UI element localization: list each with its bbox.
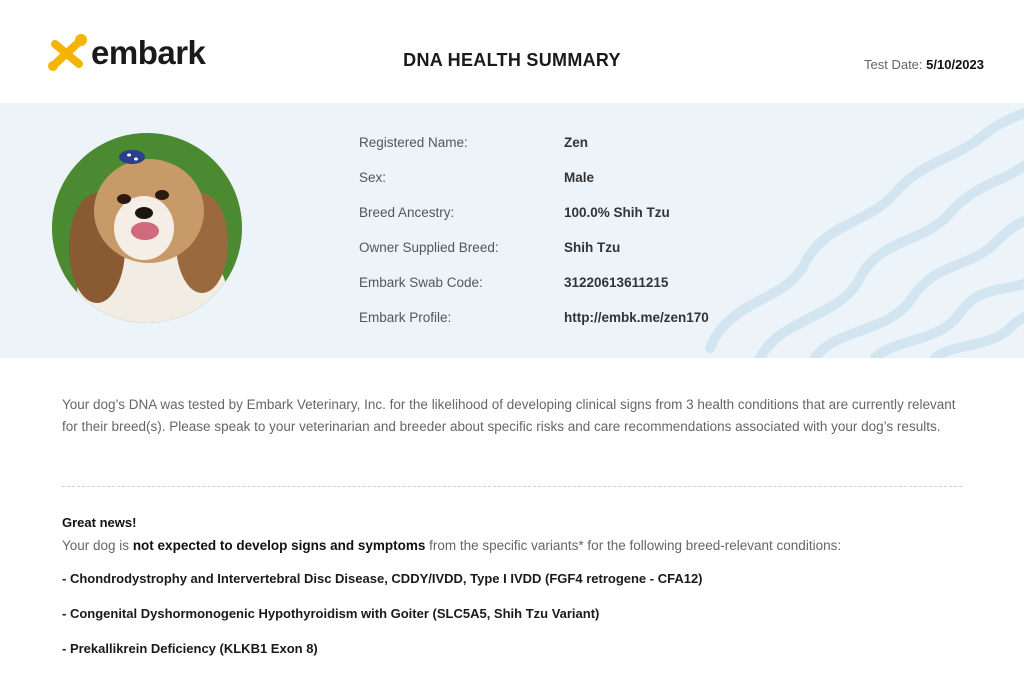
dog-photo-shih-tzu bbox=[52, 133, 242, 323]
results-summary bbox=[62, 538, 841, 553]
field-label: Embark Profile: bbox=[359, 310, 452, 325]
results-greeting: Great news! bbox=[62, 515, 137, 530]
results-lead: Your dog is bbox=[62, 538, 133, 553]
condition-item: - Chondrodystrophy and Intervertebral Disc Disease, CDDY/IVDD, Type I IVDD (FGF4 retrogene - CFA12) bbox=[62, 571, 703, 586]
field-value: Zen bbox=[564, 135, 589, 150]
field-label: Breed Ancestry: bbox=[359, 205, 455, 220]
field-label: Sex: bbox=[359, 170, 387, 185]
field-value: Male bbox=[564, 170, 595, 185]
section-divider bbox=[62, 486, 962, 487]
field-value: 31220613611215 bbox=[564, 275, 669, 290]
dog-photo bbox=[52, 133, 242, 323]
page-title: DNA HEALTH SUMMARY bbox=[403, 50, 621, 70]
report-header bbox=[0, 0, 1024, 103]
field-label: Registered Name: bbox=[359, 135, 468, 150]
results-emphasis: not expected to develop signs and symptoms bbox=[132, 538, 426, 553]
field-label: Owner Supplied Breed: bbox=[359, 240, 499, 255]
field-value: 100.0% Shih Tzu bbox=[564, 205, 670, 220]
brand-wordmark: embark bbox=[91, 33, 206, 71]
test-date bbox=[864, 57, 984, 72]
field-value: Shih Tzu bbox=[564, 240, 621, 255]
embark-profile-link[interactable]: http://embk.me/zen170 bbox=[564, 310, 709, 325]
test-date-value: 5/10/2023 bbox=[926, 57, 984, 72]
condition-item: - Prekallikrein Deficiency (KLKB1 Exon 8) bbox=[62, 641, 318, 656]
results-tail: from the specific variants* for the following breed-relevant conditions: bbox=[425, 538, 842, 553]
condition-item: - Congenital Dyshormonogenic Hypothyroidism with Goiter (SLC5A5, Shih Tzu Variant) bbox=[62, 606, 600, 621]
field-label: Embark Swab Code: bbox=[359, 275, 483, 290]
intro-paragraph: Your dog’s DNA was tested by Embark Veterinary, Inc. for the likelihood of developing clinical signs from 3 health conditions that are currently relevant for their breed(s). Please speak to your veterinarian and breeder about specific risks and care recommendations associated with your dog’s results. bbox=[62, 397, 956, 434]
test-date-label: Test Date: bbox=[864, 57, 923, 72]
dog-profile-band bbox=[0, 103, 1024, 358]
conditions-list bbox=[62, 571, 703, 676]
